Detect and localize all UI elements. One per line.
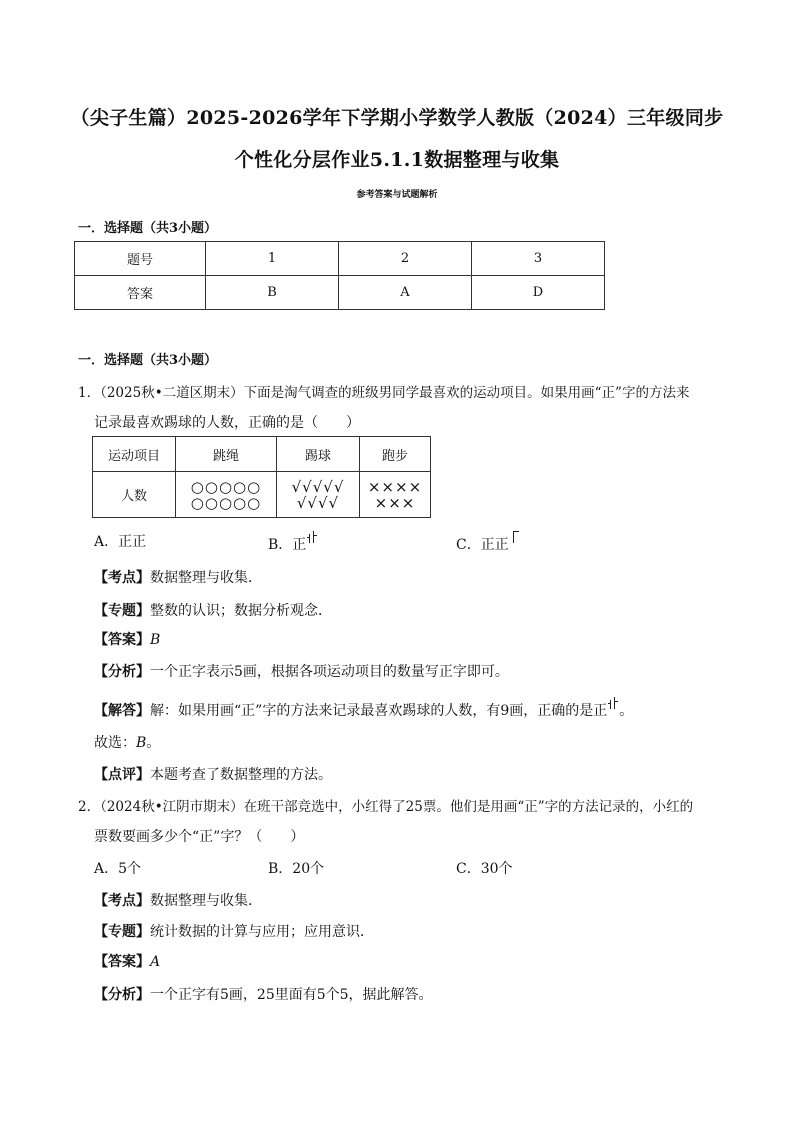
q2-option-c: C．30个 (456, 861, 513, 877)
tag-label: 【专题】 (94, 924, 150, 940)
q1-jieda (94, 697, 633, 720)
q2-stem-line-2: 票数要画多少个“正”字？（ ） (94, 829, 305, 845)
title-line-2: 个性化分层作业5.1.1数据整理与收集 (234, 149, 560, 171)
tag-label: 【分析】 (94, 987, 150, 1003)
circle-marks: ○○○○○ (190, 477, 262, 496)
partial-zheng-4-strokes-icon (607, 697, 619, 711)
answer-2: A (339, 276, 472, 310)
option-c-text: C．正正 (456, 537, 509, 553)
cross-marks: ×××× (367, 477, 423, 496)
answer-text: B (150, 632, 161, 648)
option-a-text: A．正正 (94, 534, 147, 550)
partial-zheng-4-strokes-icon (306, 531, 318, 545)
tag-label: 【答案】 (94, 632, 150, 648)
kaodian-text: 数据整理与收集． (150, 570, 262, 586)
table-row (75, 242, 605, 276)
subtitle: 参考答案与试题解析 (356, 190, 438, 200)
kaodian-text: 数据整理与收集． (150, 893, 262, 909)
check-marks: √√√√√ (291, 477, 345, 496)
dianping-text: 本题考查了数据整理的方法。 (150, 767, 332, 783)
row-label-number: 题号 (75, 242, 206, 276)
sport-table (92, 436, 431, 518)
title-line-1: （尖子生篇）2025-2026学年下学期小学数学人教版（2024）三年级同步 (70, 107, 724, 129)
q2-zhuanti (94, 921, 374, 941)
sport-header: 跑步 (360, 437, 431, 472)
q1-stem-line-1: 1．（2025秋•二道区期末）下面是淘气调查的班级男同学最喜欢的运动项目。如果用画“正”字的方法来 (78, 385, 690, 401)
q1-guxuan (94, 732, 160, 752)
q2-stem-line-1: 2．（2024秋•江阴市期末）在班干部竞选中，小红得了25票。他们是用画“正”字的方法记录的，小红的 (78, 799, 694, 815)
answer-3: D (472, 276, 605, 310)
running-tally (360, 472, 431, 518)
zhuanti-text: 整数的认识；数据分析观念． (150, 603, 332, 619)
q1-kaodian (94, 567, 262, 587)
q1-option-a (94, 531, 146, 551)
answer-table (74, 241, 605, 310)
q1-dianping (94, 764, 332, 784)
q1-zhuanti (94, 600, 332, 620)
answer-section-heading: 一．选择题（共3小题） (78, 221, 218, 236)
tag-label: 【考点】 (94, 893, 150, 909)
tag-label: 【答案】 (94, 954, 150, 970)
q2-option-b: B．20个 (268, 861, 325, 877)
q2-answer (94, 951, 160, 971)
question-number-1: 1 (206, 242, 339, 276)
fenxi-text: 一个正字有5画，25里面有5个5，据此解答。 (150, 987, 433, 1003)
check-marks: √√√√ (296, 493, 340, 512)
answer-text: A (150, 954, 161, 970)
sport-header: 踢球 (277, 437, 360, 472)
q1-stem-line-2: 记录最喜欢踢球的人数，正确的是（ ） (94, 415, 360, 431)
question-number-3: 3 (472, 242, 605, 276)
circle-marks: ○○○○○ (190, 493, 262, 512)
count-label: 人数 (93, 472, 176, 518)
option-b-text: B．正 (268, 537, 307, 553)
q2-option-a: A．5个 (94, 861, 142, 877)
zhuanti-text: 统计数据的计算与应用；应用意识． (150, 924, 374, 940)
tag-label: 【解答】 (94, 703, 150, 719)
jieda-end: 。 (619, 703, 634, 719)
sport-header: 运动项目 (93, 437, 176, 472)
fenxi-text: 一个正字表示5画，根据各项运动项目的数量写正字即可。 (150, 664, 509, 680)
guxuan-text: 故选： (94, 735, 136, 751)
question-number-2: 2 (339, 242, 472, 276)
tag-label: 【考点】 (94, 570, 150, 586)
table-row (75, 276, 605, 310)
tag-label: 【点评】 (94, 767, 150, 783)
jump-rope-tally (176, 472, 277, 518)
q2-kaodian (94, 890, 262, 910)
detail-section-heading: 一．选择题（共3小题） (78, 353, 218, 368)
table-row (93, 437, 431, 472)
q1-option-c (456, 531, 521, 554)
partial-zheng-2-strokes-icon (509, 531, 521, 545)
sport-header: 跳绳 (176, 437, 277, 472)
guxuan-answer: B (136, 735, 147, 751)
kick-ball-tally (277, 472, 360, 518)
q1-fenxi (94, 661, 509, 681)
tag-label: 【分析】 (94, 664, 150, 680)
q1-option-b (268, 531, 318, 554)
tag-label: 【专题】 (94, 603, 150, 619)
jieda-text: 解：如果用画“正”字的方法来记录最喜欢踢球的人数，有9画，正确的是正 (150, 703, 608, 719)
q2-fenxi (94, 984, 433, 1004)
cross-marks: ××× (374, 493, 416, 512)
answer-1: B (206, 276, 339, 310)
q1-answer (94, 629, 160, 649)
table-row (93, 472, 431, 518)
guxuan-end: 。 (146, 735, 161, 751)
row-label-answer: 答案 (75, 276, 206, 310)
